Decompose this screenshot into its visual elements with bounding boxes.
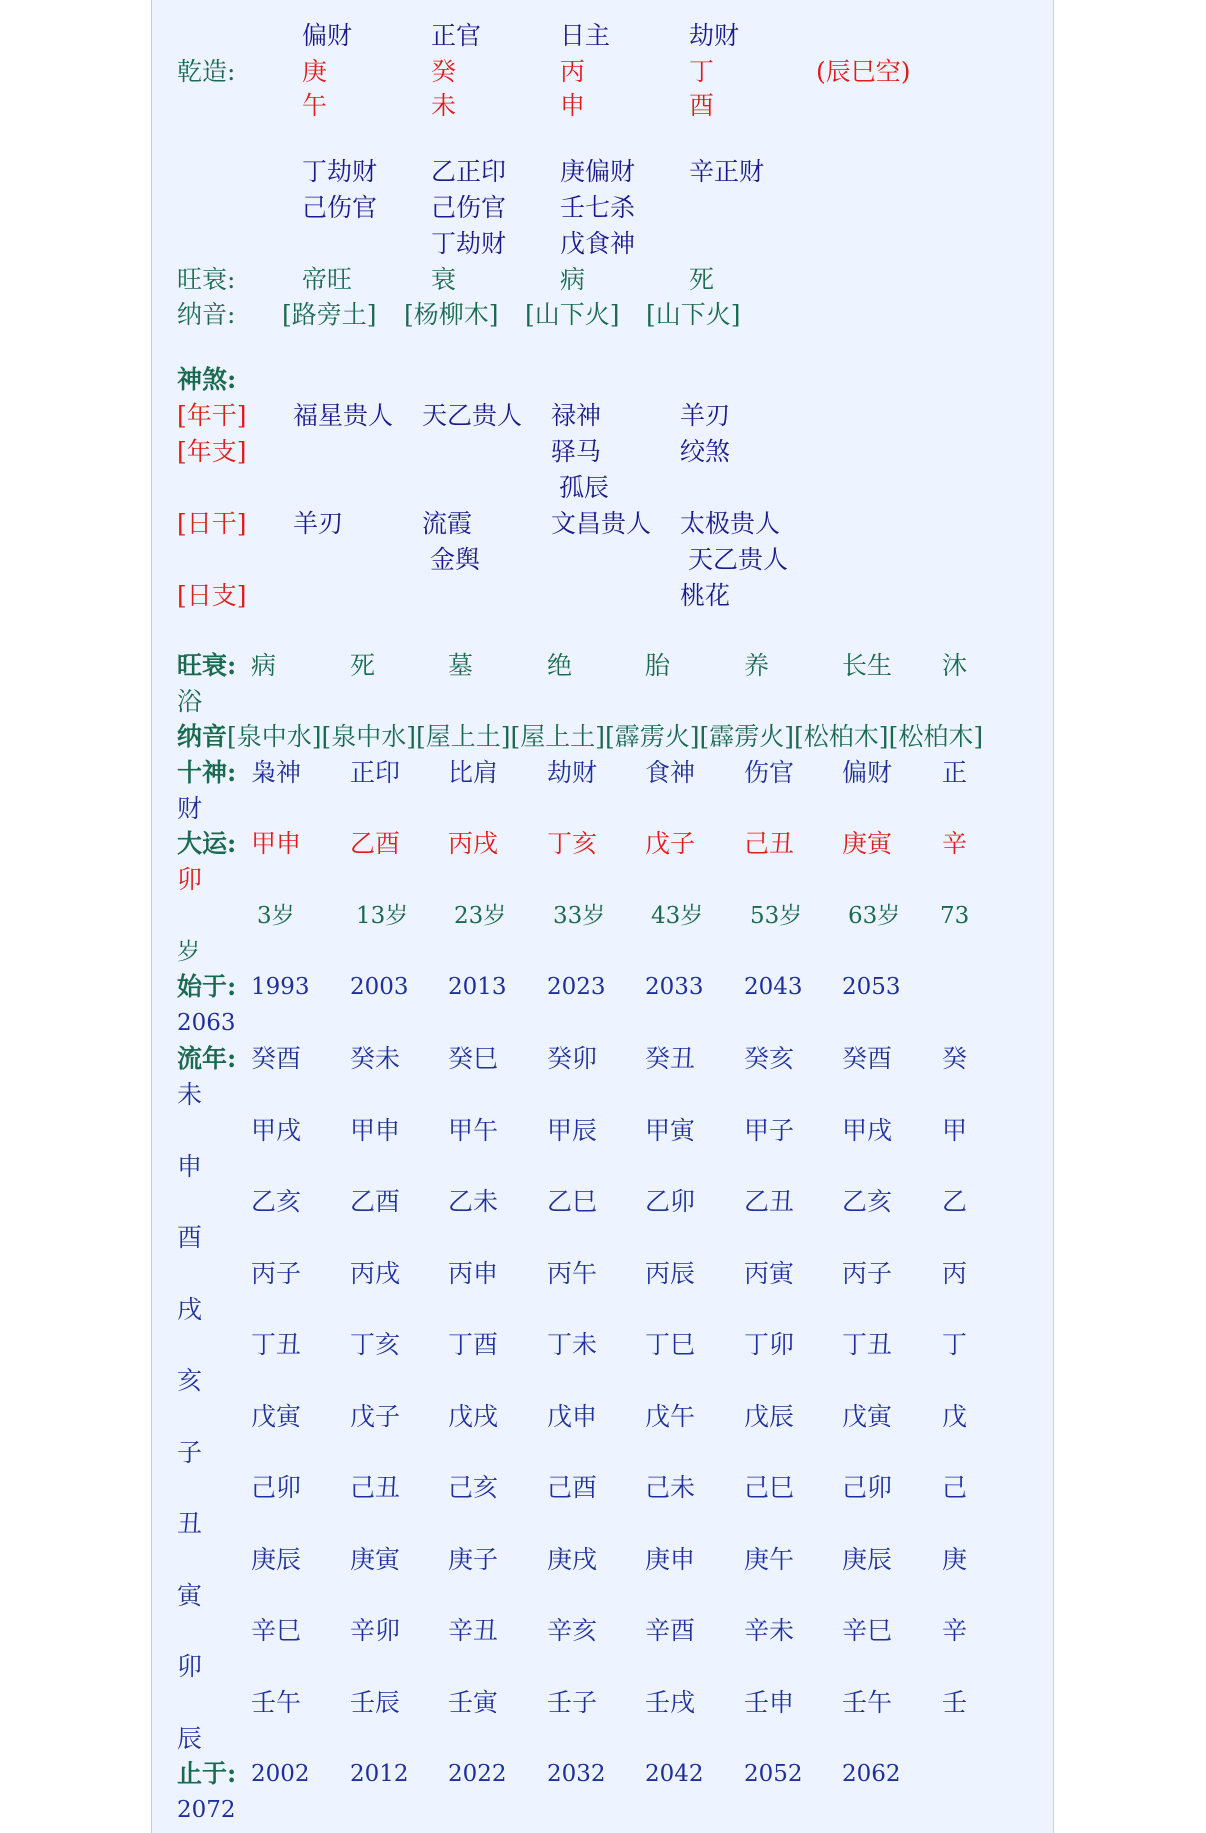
pillar-branch: 申 xyxy=(560,91,586,120)
liunian-value: 戊子 xyxy=(350,1401,401,1431)
dayun-end-year: 2012 xyxy=(350,1761,409,1787)
dayun-pillar-label: 大运: xyxy=(177,829,237,858)
pillar-branch: 未 xyxy=(431,91,457,120)
hidden-stem: 庚偏财 xyxy=(560,157,636,186)
shensha-item: 文昌贵人 xyxy=(551,509,652,538)
liunian-value: 甲戌 xyxy=(251,1115,302,1145)
wangshuai-value: 死 xyxy=(689,265,715,294)
liunian-value: 乙 xyxy=(942,1187,968,1216)
shensha-item: 天乙贵人 xyxy=(688,545,789,574)
liunian-value: 戊辰 xyxy=(744,1401,795,1431)
liunian-value: 丙子 xyxy=(842,1258,893,1288)
shensha-item: 羊刃 xyxy=(293,509,344,538)
liunian-value: 庚午 xyxy=(744,1544,795,1574)
liunian-value: 己亥 xyxy=(448,1473,499,1502)
dayun-start-year: 2053 xyxy=(842,974,901,1000)
liunian-value: 丁 xyxy=(942,1330,968,1359)
liunian-value-wrap: 子 xyxy=(177,1437,203,1467)
liunian-value: 庚寅 xyxy=(350,1544,401,1574)
liunian-value-wrap: 辰 xyxy=(177,1723,203,1753)
dayun-pillar-value: 丁亥 xyxy=(547,829,598,858)
dayun-start-year: 2013 xyxy=(448,974,507,1000)
liunian-value: 辛巳 xyxy=(251,1616,302,1645)
pillar-stem: 癸 xyxy=(431,57,457,86)
liunian-value: 壬辰 xyxy=(350,1687,401,1717)
nayin-value: [山下火] xyxy=(525,300,620,329)
liunian-value: 戊寅 xyxy=(251,1401,302,1431)
hidden-stem: 丁劫财 xyxy=(431,229,507,258)
liunian-value: 戊申 xyxy=(547,1401,598,1431)
liunian-value: 乙丑 xyxy=(744,1187,795,1216)
liunian-value: 己卯 xyxy=(842,1473,893,1502)
liunian-value: 戊午 xyxy=(645,1401,696,1431)
liunian-value: 辛亥 xyxy=(547,1616,598,1645)
liunian-value-wrap: 戌 xyxy=(177,1294,203,1324)
liunian-value: 辛卯 xyxy=(350,1616,401,1645)
liunian-value: 辛巳 xyxy=(842,1616,893,1645)
liunian-value-wrap: 未 xyxy=(177,1080,203,1109)
liunian-value: 癸卯 xyxy=(547,1044,598,1073)
liunian-value: 甲 xyxy=(942,1115,968,1145)
shensha-row-label: [年支] xyxy=(177,437,247,466)
liunian-value: 甲辰 xyxy=(547,1115,598,1145)
liunian-value: 丙午 xyxy=(547,1258,598,1288)
liunian-value: 辛丑 xyxy=(448,1616,499,1645)
pillar-ten-god: 日主 xyxy=(560,21,611,50)
nayin-value: [杨柳木] xyxy=(404,300,499,329)
shensha-item: 孤辰 xyxy=(559,473,610,502)
dayun-age: 63岁 xyxy=(848,903,901,929)
dayun-age-wrap: 岁 xyxy=(177,939,200,965)
dayun-wangshuai-value: 病 xyxy=(251,651,277,680)
dayun-pillar-value: 辛 xyxy=(942,829,968,858)
liunian-value: 乙未 xyxy=(448,1187,499,1216)
dayun-shishen-value: 比肩 xyxy=(448,758,499,787)
wangshuai-label: 旺衰: xyxy=(177,265,236,294)
dayun-age: 13岁 xyxy=(356,903,409,929)
dayun-age: 73 xyxy=(940,903,970,929)
wangshuai-value: 帝旺 xyxy=(302,265,353,294)
hidden-stem: 己伤官 xyxy=(431,193,507,222)
liunian-value: 癸酉 xyxy=(251,1044,302,1073)
nayin-value: [山下火] xyxy=(646,300,741,329)
dayun-end-year: 2032 xyxy=(547,1761,606,1787)
dayun-shishen-value: 伤官 xyxy=(744,758,795,787)
liunian-value: 壬午 xyxy=(251,1687,302,1717)
shensha-item: 羊刃 xyxy=(680,401,731,430)
liunian-value: 丁未 xyxy=(547,1330,598,1359)
shensha-item: 金舆 xyxy=(430,545,481,574)
liunian-value: 丙寅 xyxy=(744,1258,795,1288)
dayun-nayin-row: 纳音[泉中水][泉中水][屋上土][屋上土][霹雳火][霹雳火][松柏木][松柏木] xyxy=(177,722,984,751)
liunian-value: 甲戌 xyxy=(842,1115,893,1145)
liunian-value: 丁亥 xyxy=(350,1330,401,1359)
liunian-value: 己丑 xyxy=(350,1473,401,1502)
dayun-pillar-value: 乙酉 xyxy=(350,829,401,858)
liunian-value: 甲午 xyxy=(448,1115,499,1145)
liunian-value: 辛酉 xyxy=(645,1616,696,1645)
pillar-ten-god: 正官 xyxy=(431,21,482,50)
dayun-pillar-value: 甲申 xyxy=(251,829,302,858)
liunian-value: 庚辰 xyxy=(842,1544,893,1574)
liunian-value: 壬午 xyxy=(842,1687,893,1717)
liunian-value: 癸未 xyxy=(350,1044,401,1073)
shensha-item: 桃花 xyxy=(680,581,731,610)
dayun-shishen-value: 正印 xyxy=(350,758,401,787)
liunian-value-wrap: 亥 xyxy=(177,1366,203,1395)
liunian-value: 乙巳 xyxy=(547,1187,598,1216)
dayun-pillar-value: 戊子 xyxy=(645,829,696,858)
bazi-panel xyxy=(151,0,1054,1833)
dayun-shishen-label: 十神: xyxy=(177,758,237,787)
liunian-value: 乙酉 xyxy=(350,1187,401,1216)
liunian-value: 壬申 xyxy=(744,1687,795,1717)
dayun-age: 53岁 xyxy=(750,903,803,929)
dayun-end-year: 2052 xyxy=(744,1761,803,1787)
liunian-value: 己巳 xyxy=(744,1473,795,1502)
liunian-value: 癸丑 xyxy=(645,1044,696,1073)
liunian-label: 流年: xyxy=(177,1044,237,1073)
liunian-value: 己卯 xyxy=(251,1473,302,1502)
shensha-title: 神煞: xyxy=(177,365,237,394)
shensha-item: 天乙贵人 xyxy=(422,401,523,430)
liunian-value-wrap: 申 xyxy=(177,1151,203,1181)
dayun-shishen-value: 枭神 xyxy=(251,758,302,787)
shensha-item: 太极贵人 xyxy=(680,509,781,538)
liunian-value: 己未 xyxy=(645,1473,696,1502)
shensha-item: 禄神 xyxy=(551,401,602,430)
dayun-wangshuai-value: 绝 xyxy=(547,651,573,680)
liunian-value: 丙子 xyxy=(251,1258,302,1288)
pillar-stem: 庚 xyxy=(302,57,328,86)
liunian-value: 辛 xyxy=(942,1616,968,1645)
pillar-branch: 酉 xyxy=(689,91,715,120)
hidden-stem: 壬七杀 xyxy=(560,193,636,222)
nayin-value: [路旁土] xyxy=(282,300,377,329)
hidden-stem: 戊食神 xyxy=(560,229,636,258)
liunian-value: 戊寅 xyxy=(842,1401,893,1431)
dayun-start-year-wrap: 2063 xyxy=(177,1010,236,1036)
wangshuai-value: 衰 xyxy=(431,265,457,294)
liunian-value-wrap: 卯 xyxy=(177,1652,203,1681)
liunian-value: 庚 xyxy=(942,1544,968,1574)
liunian-value: 丙申 xyxy=(448,1258,499,1288)
shensha-item: 驿马 xyxy=(551,437,602,466)
nayin-label: 纳音: xyxy=(177,300,236,329)
pillar-stem: 丙 xyxy=(560,57,586,86)
liunian-value: 甲寅 xyxy=(645,1115,696,1145)
liunian-value-wrap: 寅 xyxy=(177,1580,203,1610)
liunian-value: 乙亥 xyxy=(251,1187,302,1216)
dayun-start-year: 2023 xyxy=(547,974,606,1000)
dayun-start-year: 1993 xyxy=(251,974,310,1000)
dayun-start-year: 2003 xyxy=(350,974,409,1000)
liunian-value: 壬戌 xyxy=(645,1687,696,1717)
dayun-age: 23岁 xyxy=(454,903,507,929)
liunian-value: 辛未 xyxy=(744,1616,795,1645)
liunian-value: 己 xyxy=(942,1473,968,1502)
dayun-wangshuai-value: 养 xyxy=(744,651,770,680)
dayun-end-label: 止于: xyxy=(177,1759,237,1788)
dayun-age: 43岁 xyxy=(651,903,704,929)
hidden-stem: 乙正印 xyxy=(431,157,507,186)
pillar-branch: 午 xyxy=(302,91,328,120)
dayun-age: 33岁 xyxy=(553,903,606,929)
hidden-stem: 己伤官 xyxy=(302,193,378,222)
liunian-value: 丁酉 xyxy=(448,1330,499,1359)
liunian-value: 甲子 xyxy=(744,1115,795,1145)
liunian-value: 壬寅 xyxy=(448,1687,499,1717)
liunian-value: 乙亥 xyxy=(842,1187,893,1216)
dayun-pillar-value: 庚寅 xyxy=(842,829,893,858)
dayun-start-year: 2043 xyxy=(744,974,803,1000)
liunian-value: 戊 xyxy=(942,1401,968,1431)
liunian-value: 庚申 xyxy=(645,1544,696,1574)
liunian-value: 癸 xyxy=(942,1044,968,1073)
liunian-value: 壬 xyxy=(942,1687,968,1717)
wangshuai-value: 病 xyxy=(560,265,586,294)
dayun-wangshuai-label: 旺衰: xyxy=(177,651,237,680)
liunian-value: 癸酉 xyxy=(842,1044,893,1073)
shensha-item: 绞煞 xyxy=(680,437,731,466)
liunian-value: 癸巳 xyxy=(448,1044,499,1073)
dayun-start-year: 2033 xyxy=(645,974,704,1000)
dayun-wangshuai-value: 胎 xyxy=(645,651,671,680)
liunian-value: 壬子 xyxy=(547,1687,598,1717)
liunian-value-wrap: 酉 xyxy=(177,1223,203,1252)
dayun-shishen-value: 劫财 xyxy=(547,758,598,787)
dayun-wangshuai-value-wrap: 浴 xyxy=(177,687,203,716)
hidden-stem: 丁劫财 xyxy=(302,157,378,186)
liunian-value: 己酉 xyxy=(547,1473,598,1502)
liunian-value: 丁丑 xyxy=(842,1330,893,1359)
shensha-item: 流霞 xyxy=(422,509,473,538)
shensha-item: 福星贵人 xyxy=(293,401,394,430)
dayun-pillar-value: 丙戌 xyxy=(448,829,499,858)
dayun-wangshuai-value: 死 xyxy=(350,651,376,680)
pillar-ten-god: 劫财 xyxy=(689,21,740,50)
liunian-value: 丙戌 xyxy=(350,1258,401,1288)
liunian-value: 庚子 xyxy=(448,1544,499,1574)
liunian-value: 丁巳 xyxy=(645,1330,696,1359)
dayun-end-year: 2022 xyxy=(448,1761,507,1787)
liunian-value: 癸亥 xyxy=(744,1044,795,1073)
liunian-value: 庚辰 xyxy=(251,1544,302,1574)
shensha-row-label: [年干] xyxy=(177,401,247,430)
pillar-stem: 丁 xyxy=(689,57,715,86)
dayun-pillar-value-wrap: 卯 xyxy=(177,865,203,894)
dayun-pillar-value: 己丑 xyxy=(744,829,795,858)
pillar-ten-god: 偏财 xyxy=(302,21,353,50)
liunian-value: 丁丑 xyxy=(251,1330,302,1359)
dayun-shishen-value: 正 xyxy=(942,758,968,787)
liunian-value: 丙 xyxy=(942,1258,968,1288)
dayun-end-year: 2042 xyxy=(645,1761,704,1787)
void-note: (辰巳空) xyxy=(816,57,911,86)
dayun-start-label: 始于: xyxy=(177,972,237,1001)
shensha-row-label: [日干] xyxy=(177,509,247,538)
dayun-wangshuai-value: 长生 xyxy=(842,651,893,680)
liunian-value-wrap: 丑 xyxy=(177,1509,203,1538)
liunian-value: 庚戌 xyxy=(547,1544,598,1574)
dayun-end-year: 2002 xyxy=(251,1761,310,1787)
dayun-shishen-value: 食神 xyxy=(645,758,696,787)
dayun-wangshuai-value: 沐 xyxy=(942,651,968,680)
liunian-value: 甲申 xyxy=(350,1115,401,1145)
shensha-row-label: [日支] xyxy=(177,581,247,610)
chart-header-label: 乾造: xyxy=(177,57,236,86)
liunian-value: 丙辰 xyxy=(645,1258,696,1288)
liunian-value: 丁卯 xyxy=(744,1330,795,1359)
hidden-stem: 辛正财 xyxy=(689,157,765,186)
dayun-end-year: 2062 xyxy=(842,1761,901,1787)
dayun-end-year-wrap: 2072 xyxy=(177,1797,236,1823)
liunian-value: 乙卯 xyxy=(645,1187,696,1216)
dayun-wangshuai-value: 墓 xyxy=(448,651,474,680)
liunian-value: 戊戌 xyxy=(448,1401,499,1431)
dayun-age: 3岁 xyxy=(257,903,295,929)
dayun-shishen-value-wrap: 财 xyxy=(177,794,203,823)
dayun-shishen-value: 偏财 xyxy=(842,758,893,787)
